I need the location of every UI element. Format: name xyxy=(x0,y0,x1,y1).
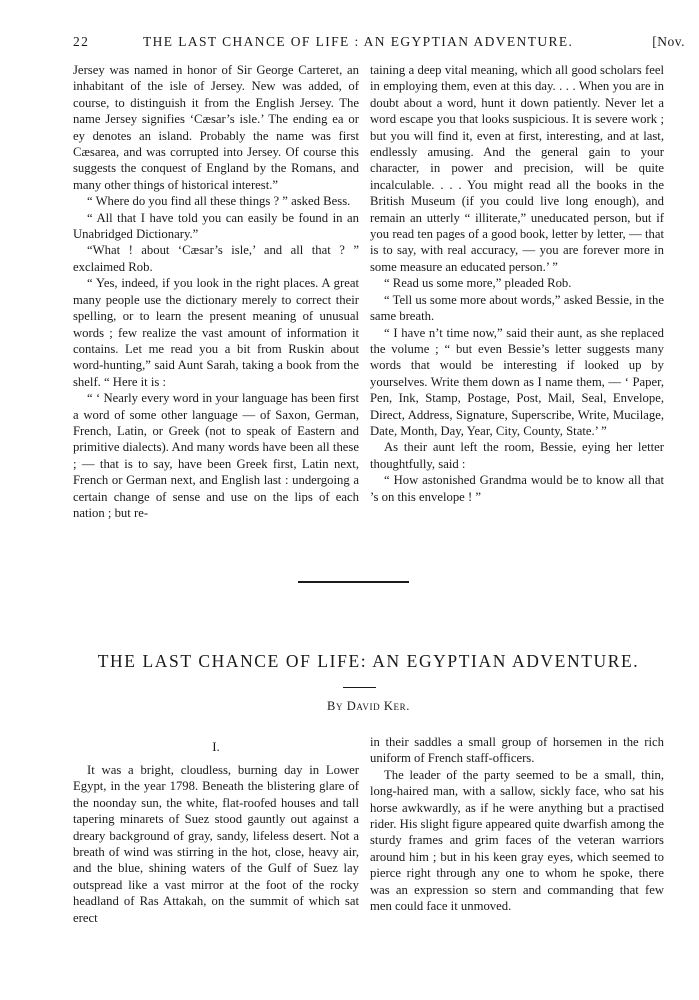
article-title: THE LAST CHANCE OF LIFE: AN EGYPTIAN ADVENTURE. xyxy=(97,651,640,671)
article-byline xyxy=(73,699,664,714)
paragraph: “ Where do you find all these things ? ” asked Bess. xyxy=(87,194,351,209)
paragraph: “ Tell us some more about words,” asked Bessie, in the same breath. xyxy=(370,292,664,324)
paragraph: As their aunt left the room, Bessie, eying her letter thoughtfully, said : xyxy=(370,440,664,471)
paragraph: “ ‘ Nearly every word in your language has been first a word of some other language — of Saxon, German, French, Latin, or Greek (not to speak of Eastern and primitive dialects). And many words have been all these ; — that is to say, have been Greek first, Latin next, French or German next, and English last : undergoing a certain change of sense and use on the lips of each nation ; but re- xyxy=(73,391,359,520)
paragraph: “What ! about ‘Cæsar’s isle,’ and all that ? ” exclaimed Rob. xyxy=(73,243,359,274)
paragraph: taining a deep vital meaning, which all good scholars feel in employing them, even at this day. . . . When you are in doubt about a word, hunt it down patiently. Never let a word escape you that looks suspicious. It is severe work ; but you will find it, even at first, interesting, and at last, endlessly amusing. And the general gain to your character, in power and precision, will be quite incalculable. . . . You might read all the books in the British Museum (if you could live long enough), and remain an utterly “ illiterate,” uneducated person, but if you read ten pages of a good book, letter by letter, — that is to say, with real accuracy, — you are forever more in some measure an educated person.’ ” xyxy=(370,63,664,274)
running-header xyxy=(73,34,689,52)
paragraph: “ Yes, indeed, if you look in the right places. A great many people use the dictionary merely to correct their spelling, or to learn the present meaning of unusual words ; few realize the vast amount of information it contains. Let me read you a bit from Ruskin about word-hunting,” said Aunt Sarah, taking a book from the shelf. “ Here it is : xyxy=(73,276,359,389)
opening-paragraph: It was a bright, cloudless, burning day in Lower Egypt, in the year 1798. Beneath the blistering glare of the noonday sun, the white, flat-roofed houses and tall tapering minarets of Suez stood gauntly out against a dreary background of gray, sandy, lifeless desert. Not a breath of wind was stirring in the hot, close, heavy air, and the blue, shining waters of the Gulf of Suez lay outspread like a vast mirror at the foot of the rocky headland of Ras Attakah, on the summit of which sat erect xyxy=(73,763,359,925)
title-rule xyxy=(343,687,376,688)
byline-text: By David Ker. xyxy=(327,699,410,713)
article-left-column xyxy=(73,762,359,926)
running-title: THE LAST CHANCE OF LIFE : AN EGYPTIAN ADVENTURE. xyxy=(143,34,574,49)
article-right-column xyxy=(370,734,664,914)
previous-article-left-column xyxy=(73,62,359,521)
paragraph: “ I have n’t time now,” said their aunt, as she replaced the volume ; “ but even Bessie’s letter suggests many words that would be interesting if looked up by yourselves. Write them down as I name them, — ‘ Paper, Pen, Ink, Stamp, Postage, Post, Mail, Seal, Envelope, Direct, Address, Signature, Superscribe, Write, Mucilage, Date, Month, Day, Year, City, County, State.’ ” xyxy=(370,325,664,438)
previous-article-right-column xyxy=(370,62,664,505)
paragraph: “ Read us some more,” pleaded Rob. xyxy=(384,276,572,291)
page-number: 22 xyxy=(73,34,90,49)
issue-month: [Nov. xyxy=(652,34,685,49)
paragraph: in their saddles a small group of horsemen in the rich uniform of French staff-officers. xyxy=(370,735,664,766)
paragraph: The leader of the party seemed to be a small, thin, long-haired man, with a sallow, sickly face, who sat his horse awkwardly, as if he were anything but a practised rider. His slight figure appeared quite dwarfish among the sturdy frames and grim faces of the veteran warriors around him ; but in his keen gray eyes, which seemed to pierce right through any one to whom he spoke, there was an expression so stern and commanding that few men could face it unmoved. xyxy=(370,767,664,914)
paragraph: “ How astonished Grandma would be to know all that ’s on this envelope ! ” xyxy=(370,473,664,504)
section-number: I. xyxy=(212,739,220,754)
paragraph: Jersey was named in honor of Sir George Carteret, an inhabitant of the isle of Jersey. New was added, of course, to distinguish it from the English Jersey. The name Jersey signifies ‘Cæsar’s isle.’ The ending ea or ey denotes an island. Probably the name was first Cæsarea, and was corrupted into Jersey. Of course this suggests the conquest of England by the Romans, and many other things of historical interest.” xyxy=(73,63,359,192)
section-divider xyxy=(298,581,409,583)
paragraph: “ All that I have told you can easily be found in an Unabridged Dictionary.” xyxy=(73,210,359,242)
